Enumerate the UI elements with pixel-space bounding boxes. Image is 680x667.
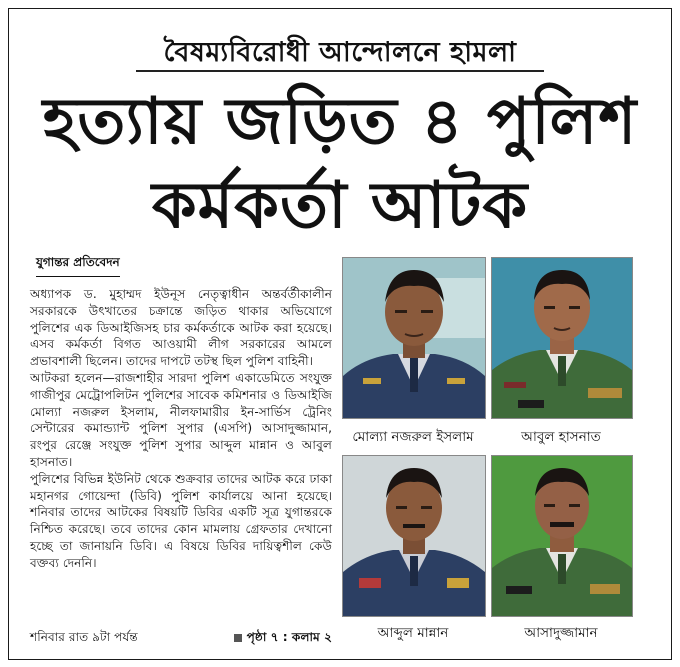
paragraph-3: পুলিশের বিভিন্ন ইউনিট থেকে শুক্রবার তাদের আটক করে ঢাকা মহানগর গোয়েন্দা (ডিবি) পুলিশ কার্যালয়ে আনা হয়েছে। শনিবার তাদের আটকের বিষয়টি ডিবির একটি সূত্র যুগান্তরকে নিশ্চিত করেছে। তবে তাদের কোন মামলায় গ্রেফতার দেখানো হচ্ছে তা জানায়নি ডিবি। এ বিষয়ে ডিবির দায়িত্বশীল কেউ বক্তব্য দেননি। <box>30 471 332 570</box>
square-bullet-icon <box>234 634 242 642</box>
caption-abul-hasnat: আবুল হাসনাত <box>521 429 601 445</box>
reporter-byline: যুগান্তর প্রতিবেদন <box>36 254 120 277</box>
article-body <box>30 286 332 572</box>
headline-line-2: কর্মকর্তা আটক <box>151 169 529 243</box>
photo-abdul-mannan <box>342 455 486 617</box>
last-line-text: শনিবার রাত ৯টা পর্যন্ত <box>30 630 138 644</box>
continuation-link[interactable] <box>234 629 332 649</box>
photo-mollah-nazrul <box>342 257 486 419</box>
paragraph-2: আটকরা হলেন—রাজশাহীর সারদা পুলিশ একাডেমিতে সংযুক্ত গাজীপুর মেট্রোপলিটন পুলিশের সাবেক কমিশনার ও ডিআইজি মোল্যা নজরুল ইসলাম, নীলফামারীর ইন-সার্ভিস ট্রেনিং সেন্টারের কমান্ড্যান্ট পুলিশ সুপার (এসপি) আসাদুজ্জামান, রংপুর রেঞ্জে সংযুক্ত পুলিশ সুপার আব্দুল মান্নান ও আবুল হাসনাত। <box>30 370 332 469</box>
continuation-label: পৃষ্ঠা ৭ : কলাম ২ <box>246 630 332 644</box>
caption-mollah-nazrul: মোল্যা নজরুল ইসলাম <box>352 429 474 445</box>
caption-asaduzzaman: আসাদুজ্জামান <box>524 625 598 641</box>
article-last-line <box>30 629 332 649</box>
photo-abul-hasnat <box>491 257 633 419</box>
photo-asaduzzaman <box>491 455 633 617</box>
caption-abdul-mannan: আব্দুল মান্নান <box>377 625 449 641</box>
headline-line-1: হত্যায় জড়িত ৪ পুলিশ <box>42 85 638 159</box>
kicker: বৈষম্যবিরোধী আন্দোলনে হামলা <box>163 37 517 68</box>
kicker-underline <box>136 70 544 72</box>
paragraph-1: অধ্যাপক ড. মুহাম্মদ ইউনূস নেতৃত্বাধীন অন্তর্বর্তীকালীন সরকারকে উৎখাতের চক্রান্তে জড়িত থাকার অভিযোগে পুলিশের এক ডিআইজিসহ চার কর্মকর্তাকে আটক করা হয়েছে। এসব কর্মকর্তা বিগত আওয়ামী লীগ সরকারের আমলে প্রভাবশালী ছিলেন। তাদের দাপটে তটস্থ ছিল পুলিশ বাহিনী। <box>30 287 332 369</box>
